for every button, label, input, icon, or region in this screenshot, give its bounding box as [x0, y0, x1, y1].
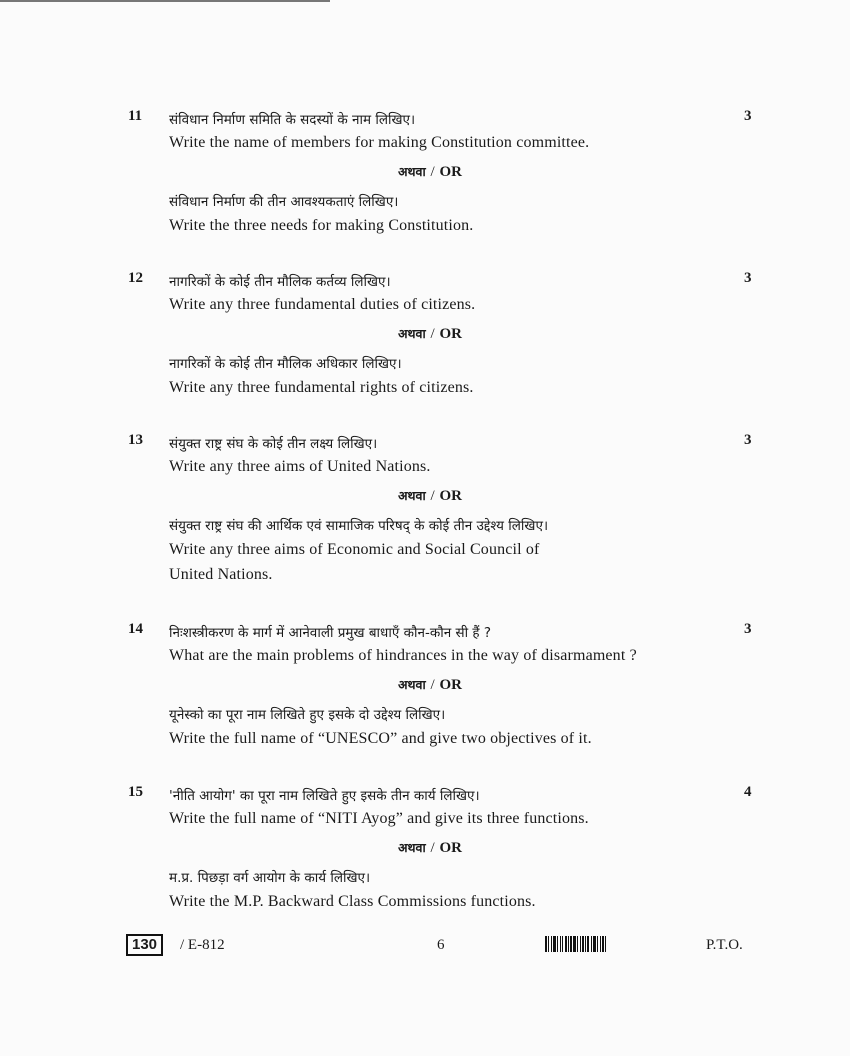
alternate-question-hindi: नागरिकों के कोई तीन मौलिक अधिकार लिखिए।: [169, 356, 402, 372]
question-marks: 3: [744, 432, 752, 448]
question-hindi: 'नीति आयोग' का पूरा नाम लिखिते हुए इसके तीन कार्य लिखिए।: [169, 788, 480, 804]
barcode-bar: [606, 936, 608, 952]
alternate-question-english: Write the M.P. Backward Class Commissions functions.: [169, 893, 536, 910]
or-separator: अथवा / OR: [398, 840, 462, 856]
or-separator: अथवा / OR: [398, 488, 462, 504]
page-footer: [0, 930, 850, 960]
question-number: 12: [128, 270, 143, 286]
alternate-question-english: Write the full name of “UNESCO” and give two objectives of it.: [169, 730, 592, 747]
alternate-question-english-continued: United Nations.: [169, 566, 273, 583]
alternate-question-hindi: संयुक्त राष्ट्र संघ की आर्थिक एवं सामाजिक परिषद् के कोई तीन उद्देश्य लिखिए।: [169, 518, 549, 534]
question-english: Write any three fundamental duties of citizens.: [169, 296, 476, 313]
barcode-image: [545, 936, 687, 952]
paper-series: / E-812: [180, 937, 225, 953]
question-marks: 3: [744, 270, 752, 286]
page-number: 6: [437, 937, 445, 953]
question-english: Write the name of members for making Constitution committee.: [169, 134, 590, 151]
question-english: Write any three aims of United Nations.: [169, 458, 431, 475]
question-number: 14: [128, 621, 143, 637]
question-marks: 4: [744, 784, 752, 800]
or-separator: अथवा / OR: [398, 164, 462, 180]
continue-label: P.T.O.: [706, 937, 743, 953]
question-number: 15: [128, 784, 143, 800]
or-separator: अथवा / OR: [398, 677, 462, 693]
question-marks: 3: [744, 621, 752, 637]
alternate-question-hindi: संविधान निर्माण की तीन आवश्यकताएं लिखिए।: [169, 194, 399, 210]
question-number: 11: [128, 108, 143, 124]
alternate-question-hindi: यूनेस्को का पूरा नाम लिखिते हुए इसके दो उद्देश्य लिखिए।: [169, 707, 446, 723]
question-hindi: निःशस्त्रीकरण के मार्ग में आनेवाली प्रमुख बाधाएँ कौन-कौन सी हैं ?: [169, 625, 492, 641]
question-number: 13: [128, 432, 143, 448]
question-english: Write the full name of “NITI Ayog” and give its three functions.: [169, 810, 589, 827]
paper-code-box: 130: [126, 934, 163, 956]
question-english: What are the main problems of hindrances in the way of disarmament ?: [169, 647, 637, 664]
question-hindi: संविधान निर्माण समिति के सदस्यों के नाम लिखिए।: [169, 112, 416, 128]
question-hindi: नागरिकों के कोई तीन मौलिक कर्तव्य लिखिए।: [169, 274, 391, 290]
alternate-question-english: Write any three aims of Economic and Social Council of: [169, 541, 540, 558]
alternate-question-english: Write the three needs for making Constitution.: [169, 217, 474, 234]
or-separator: अथवा / OR: [398, 326, 462, 342]
question-marks: 3: [744, 108, 752, 124]
question-hindi: संयुक्त राष्ट्र संघ के कोई तीन लक्ष्य लिखिए।: [169, 436, 378, 452]
top-rule: [0, 0, 330, 2]
alternate-question-english: Write any three fundamental rights of citizens.: [169, 379, 474, 396]
alternate-question-hindi: म.प्र. पिछड़ा वर्ग आयोग के कार्य लिखिए।: [169, 870, 371, 886]
